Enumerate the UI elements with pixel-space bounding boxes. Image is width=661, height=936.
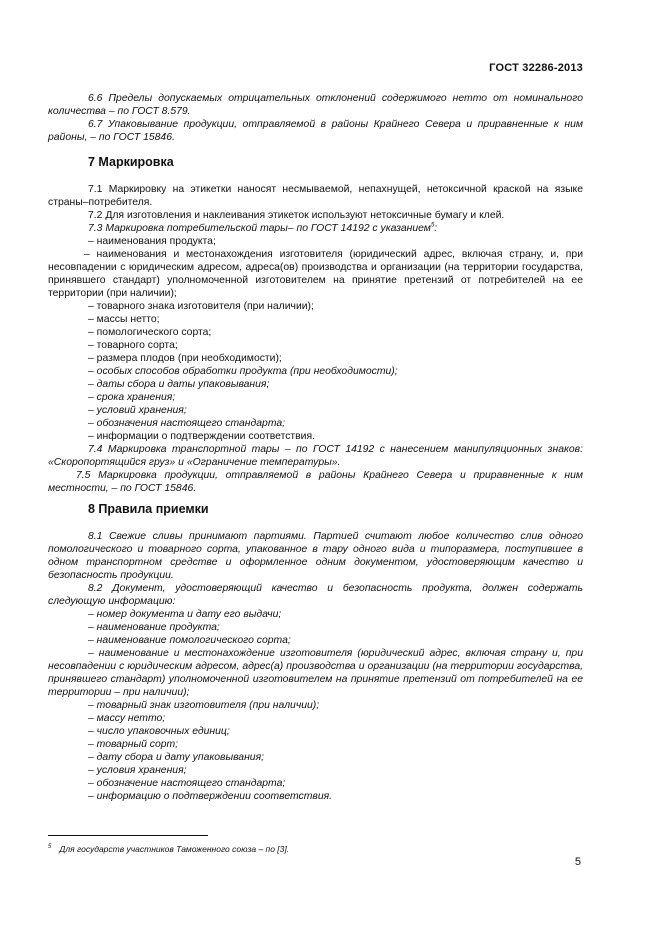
- list-item: – особых способов обработки продукта (при необходимости);: [88, 366, 398, 377]
- list-item: – номер документа и дату его выдачи;: [88, 609, 282, 620]
- footnote-ref-5: 5: [430, 222, 435, 229]
- list-item: – товарный сорт;: [88, 739, 179, 750]
- page-number: 5: [574, 856, 581, 868]
- paragraph-6-7: 6.7 Упаковывание продукции, отправляемой в районы Крайнего Севера и приравненные к ним районы, – по ГОСТ 15846.: [48, 119, 583, 143]
- list-item: – условий хранения;: [88, 405, 187, 416]
- paragraph-7-3-colon: :: [434, 223, 438, 234]
- list-item: – массы нетто;: [88, 314, 160, 325]
- paragraph-7-5: 7.5 Маркировка продукции, отправляемой в районы Крайнего Севера и приравненные к ним местности, – по ГОСТ 15846.: [48, 470, 583, 494]
- paragraph-7-3-text: 7.3 Маркировка потребительской тары– по ГОСТ 14192 с указанием: [88, 223, 431, 234]
- paragraph-7-2: 7.2 Для изготовления и наклеивания этикеток используют нетоксичные бумагу и клей.: [88, 210, 505, 221]
- section-8-body: [48, 530, 583, 803]
- list-item: – условия хранения;: [88, 765, 187, 776]
- list-item: – товарного знака изготовителя (при наличии);: [88, 301, 314, 312]
- footnote: [48, 843, 289, 856]
- list-item: – наименования продукта;: [88, 236, 216, 247]
- section-8-heading: 8 Правила приемки: [88, 502, 209, 516]
- list-item: – размера плодов (при необходимости);: [88, 353, 282, 364]
- list-item: – помологического сорта;: [88, 327, 212, 338]
- list-item: – товарного сорта;: [88, 340, 178, 351]
- list-item: – товарный знак изготовителя (при наличии);: [88, 700, 320, 711]
- paragraph-6-6: 6.6 Пределы допускаемых отрицательных отклонений содержимого нетто от номинального количества – по ГОСТ 8.579.: [48, 93, 583, 117]
- list-item: – наименования и местонахождения изготовителя (юридический адрес, включая страну, и, при несовпадении с юридическим адресом, адреса(ов) производства и организации (на территории государства, принявшего стандарт) уполномоченной изготовителем на принятие претензий от потребителей на ее территории (при наличии);: [48, 249, 583, 299]
- list-item: – массу нетто;: [88, 713, 166, 724]
- list-item: – дату сбора и дату упаковывания;: [88, 752, 265, 763]
- list-item: – наименование продукта;: [88, 622, 220, 633]
- paragraph-8-2: 8.2 Документ, удостоверяющий качество и безопасность продукта, должен содержать следующую информацию:: [48, 583, 583, 607]
- paragraph-7-1: 7.1 Маркировку на этикетки наносят несмываемой, непахнущей, нетоксичной краской на языке страны–потребителя.: [48, 184, 583, 208]
- list-item: – наименование помологического сорта;: [88, 635, 291, 646]
- list-item: – даты сбора и даты упаковывания;: [88, 379, 270, 390]
- section-7-heading: 7 Маркировка: [88, 155, 174, 169]
- paragraph-7-4: 7.4 Маркировка транспортной тары – по ГОСТ 14192 с нанесением манипуляционных знаков: «Скоропортящийся груз» и «Ограничение температуры».: [48, 444, 583, 468]
- document-id: ГОСТ 32286-2013: [489, 62, 583, 74]
- list-item: – наименование и местонахождение изготовителя (юридический адрес, включая страну и, при несовпадении с юридическим адресом, адрес(а) производства и организации (на территории государства, принявшего стандарт) уполномоченной изготовителем на принятие претензий от потребителей на ее территории – при наличии);: [48, 648, 583, 698]
- list-item: – информации о подтверждении соответствия.: [88, 431, 316, 442]
- list-item: – информацию о подтверждении соответствия.: [88, 791, 333, 802]
- list-item: – обозначения настоящего стандарта;: [88, 418, 286, 429]
- list-item: – срока хранения;: [88, 392, 176, 403]
- paragraph-7-3: [48, 222, 583, 235]
- list-item: – обозначение настоящего стандарта;: [88, 778, 286, 789]
- paragraph-8-1: 8.1 Свежие сливы принимают партиями. Партией считают любое количество слив одного помологического и товарного сорта, упакованное в тару одного вида и типоразмера, поступившее в одном транспортном средстве и оформленное одним документом, удостоверяющим качество и безопасность продукции.: [48, 531, 583, 581]
- list-item: – число упаковочных единиц;: [88, 726, 230, 737]
- footnote-text: Для государств участников Таможенного союза – по [3].: [59, 844, 290, 854]
- footnote-separator: [48, 835, 208, 836]
- section-7-body: [48, 183, 583, 495]
- footnote-mark: 5: [48, 844, 52, 851]
- section-6-tail: [48, 92, 583, 144]
